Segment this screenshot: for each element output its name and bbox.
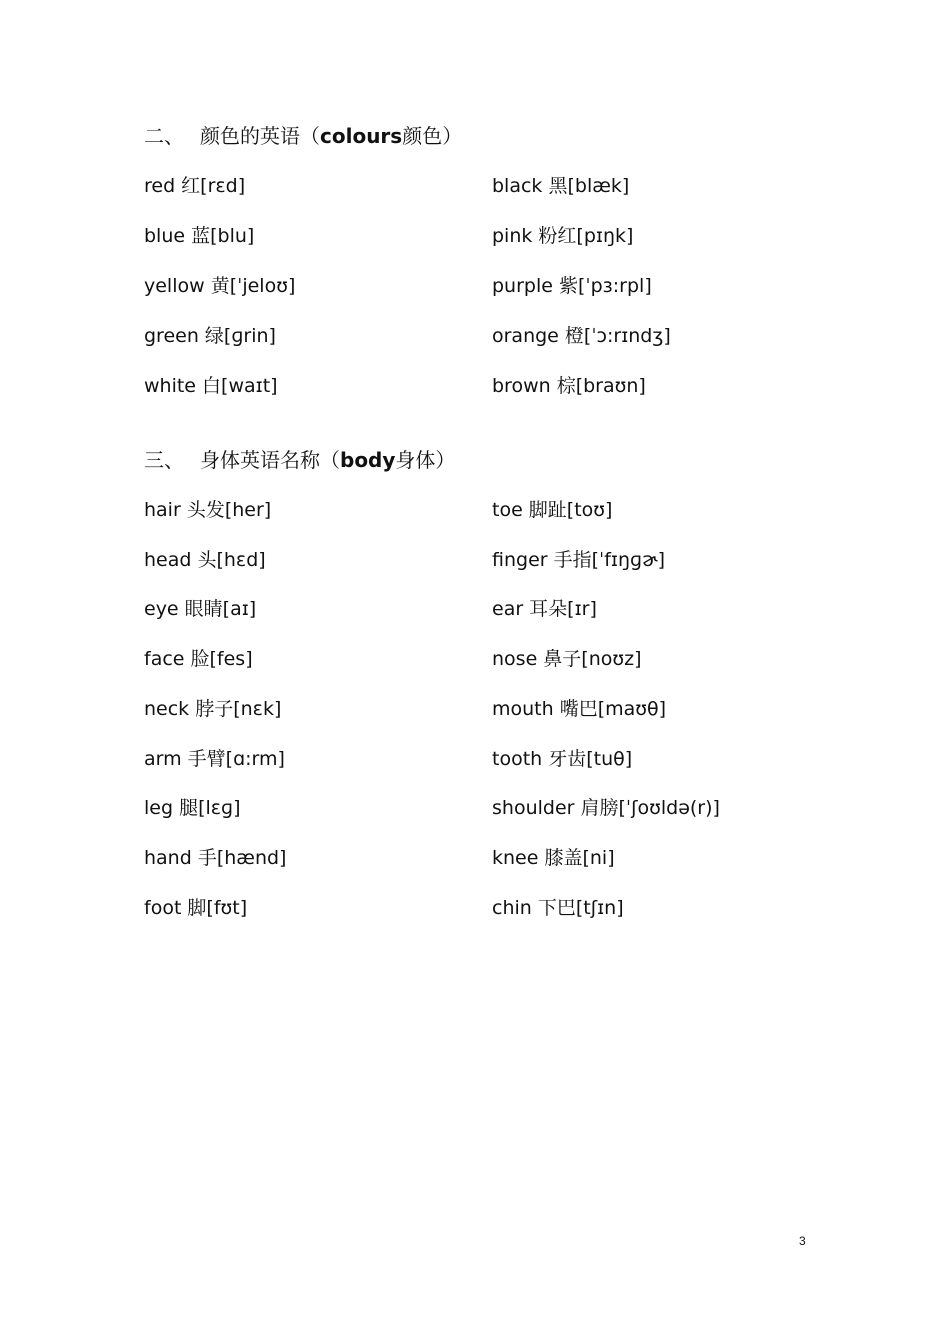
vocab-entry: shoulder 肩膀[ˈʃoʊldə(r)] — [492, 797, 720, 819]
section-title: 身体英语名称（ — [200, 448, 340, 472]
section-number: 二、 — [144, 124, 184, 148]
section-title: 颜色的英语（ — [200, 124, 320, 148]
vocab-entry: leg 腿[lɛɡ] — [144, 797, 241, 819]
vocab-entry: knee 膝盖[ni] — [492, 847, 615, 869]
vocab-entry: ear 耳朵[ɪr] — [492, 598, 597, 620]
vocab-entry: pink 粉红[pɪŋk] — [492, 225, 634, 247]
vocab-entry: head 头[hɛd] — [144, 549, 266, 571]
vocab-row — [144, 272, 844, 300]
vocab-row — [144, 595, 844, 623]
vocab-entry: orange 橙[ˈɔ:rɪndʒ] — [492, 325, 671, 347]
vocab-entry: neck 脖子[nɛk] — [144, 698, 282, 720]
vocab-entry: brown 棕[braʊn] — [492, 375, 646, 397]
vocab-row — [144, 844, 844, 872]
vocab-row — [144, 546, 844, 574]
vocab-row — [144, 695, 844, 723]
vocab-entry: hand 手[hænd] — [144, 847, 287, 869]
vocab-entry: eye 眼睛[aɪ] — [144, 598, 257, 620]
section-title-english: body — [340, 448, 396, 472]
section-title-end: 身体） — [395, 448, 456, 472]
vocab-entry: face 脸[fes] — [144, 648, 253, 670]
vocab-row — [144, 322, 844, 350]
vocab-entry: nose 鼻子[noʊz] — [492, 648, 642, 670]
vocab-row — [144, 794, 844, 822]
section-number: 三、 — [144, 448, 184, 472]
vocab-entry: purple 紫[ˈpɜ:rpl] — [492, 275, 652, 297]
vocab-entry: toe 脚趾[toʊ] — [492, 499, 613, 521]
vocab-entry: yellow 黄[ˈjeloʊ] — [144, 275, 296, 297]
vocab-row — [144, 172, 844, 200]
vocab-row — [144, 496, 844, 524]
section-heading-colours — [144, 124, 462, 148]
section-title-end: 颜色） — [402, 124, 463, 148]
vocab-entry: blue 蓝[blu] — [144, 225, 255, 247]
vocab-entry: green 绿[ɡrin] — [144, 325, 276, 347]
vocab-entry: black 黑[blæk] — [492, 175, 630, 197]
vocab-row — [144, 745, 844, 773]
vocab-entry: foot 脚[fʊt] — [144, 897, 248, 919]
vocab-row — [144, 894, 844, 922]
vocab-entry: hair 头发[her] — [144, 499, 272, 521]
vocab-row — [144, 645, 844, 673]
vocab-entry: finger 手指[ˈfɪŋɡɚ] — [492, 549, 666, 571]
vocab-entry: red 红[rɛd] — [144, 175, 246, 197]
vocab-row — [144, 222, 844, 250]
vocab-entry: tooth 牙齿[tuθ] — [492, 748, 633, 770]
section-heading-body — [144, 448, 455, 472]
vocab-row — [144, 372, 844, 400]
page-number: 3 — [799, 1234, 806, 1248]
vocab-entry: arm 手臂[ɑ:rm] — [144, 748, 285, 770]
section-title-english: colours — [320, 124, 403, 148]
vocab-entry: chin 下巴[tʃɪn] — [492, 897, 624, 919]
vocab-entry: mouth 嘴巴[maʊθ] — [492, 698, 667, 720]
vocab-entry: white 白[waɪt] — [144, 375, 278, 397]
